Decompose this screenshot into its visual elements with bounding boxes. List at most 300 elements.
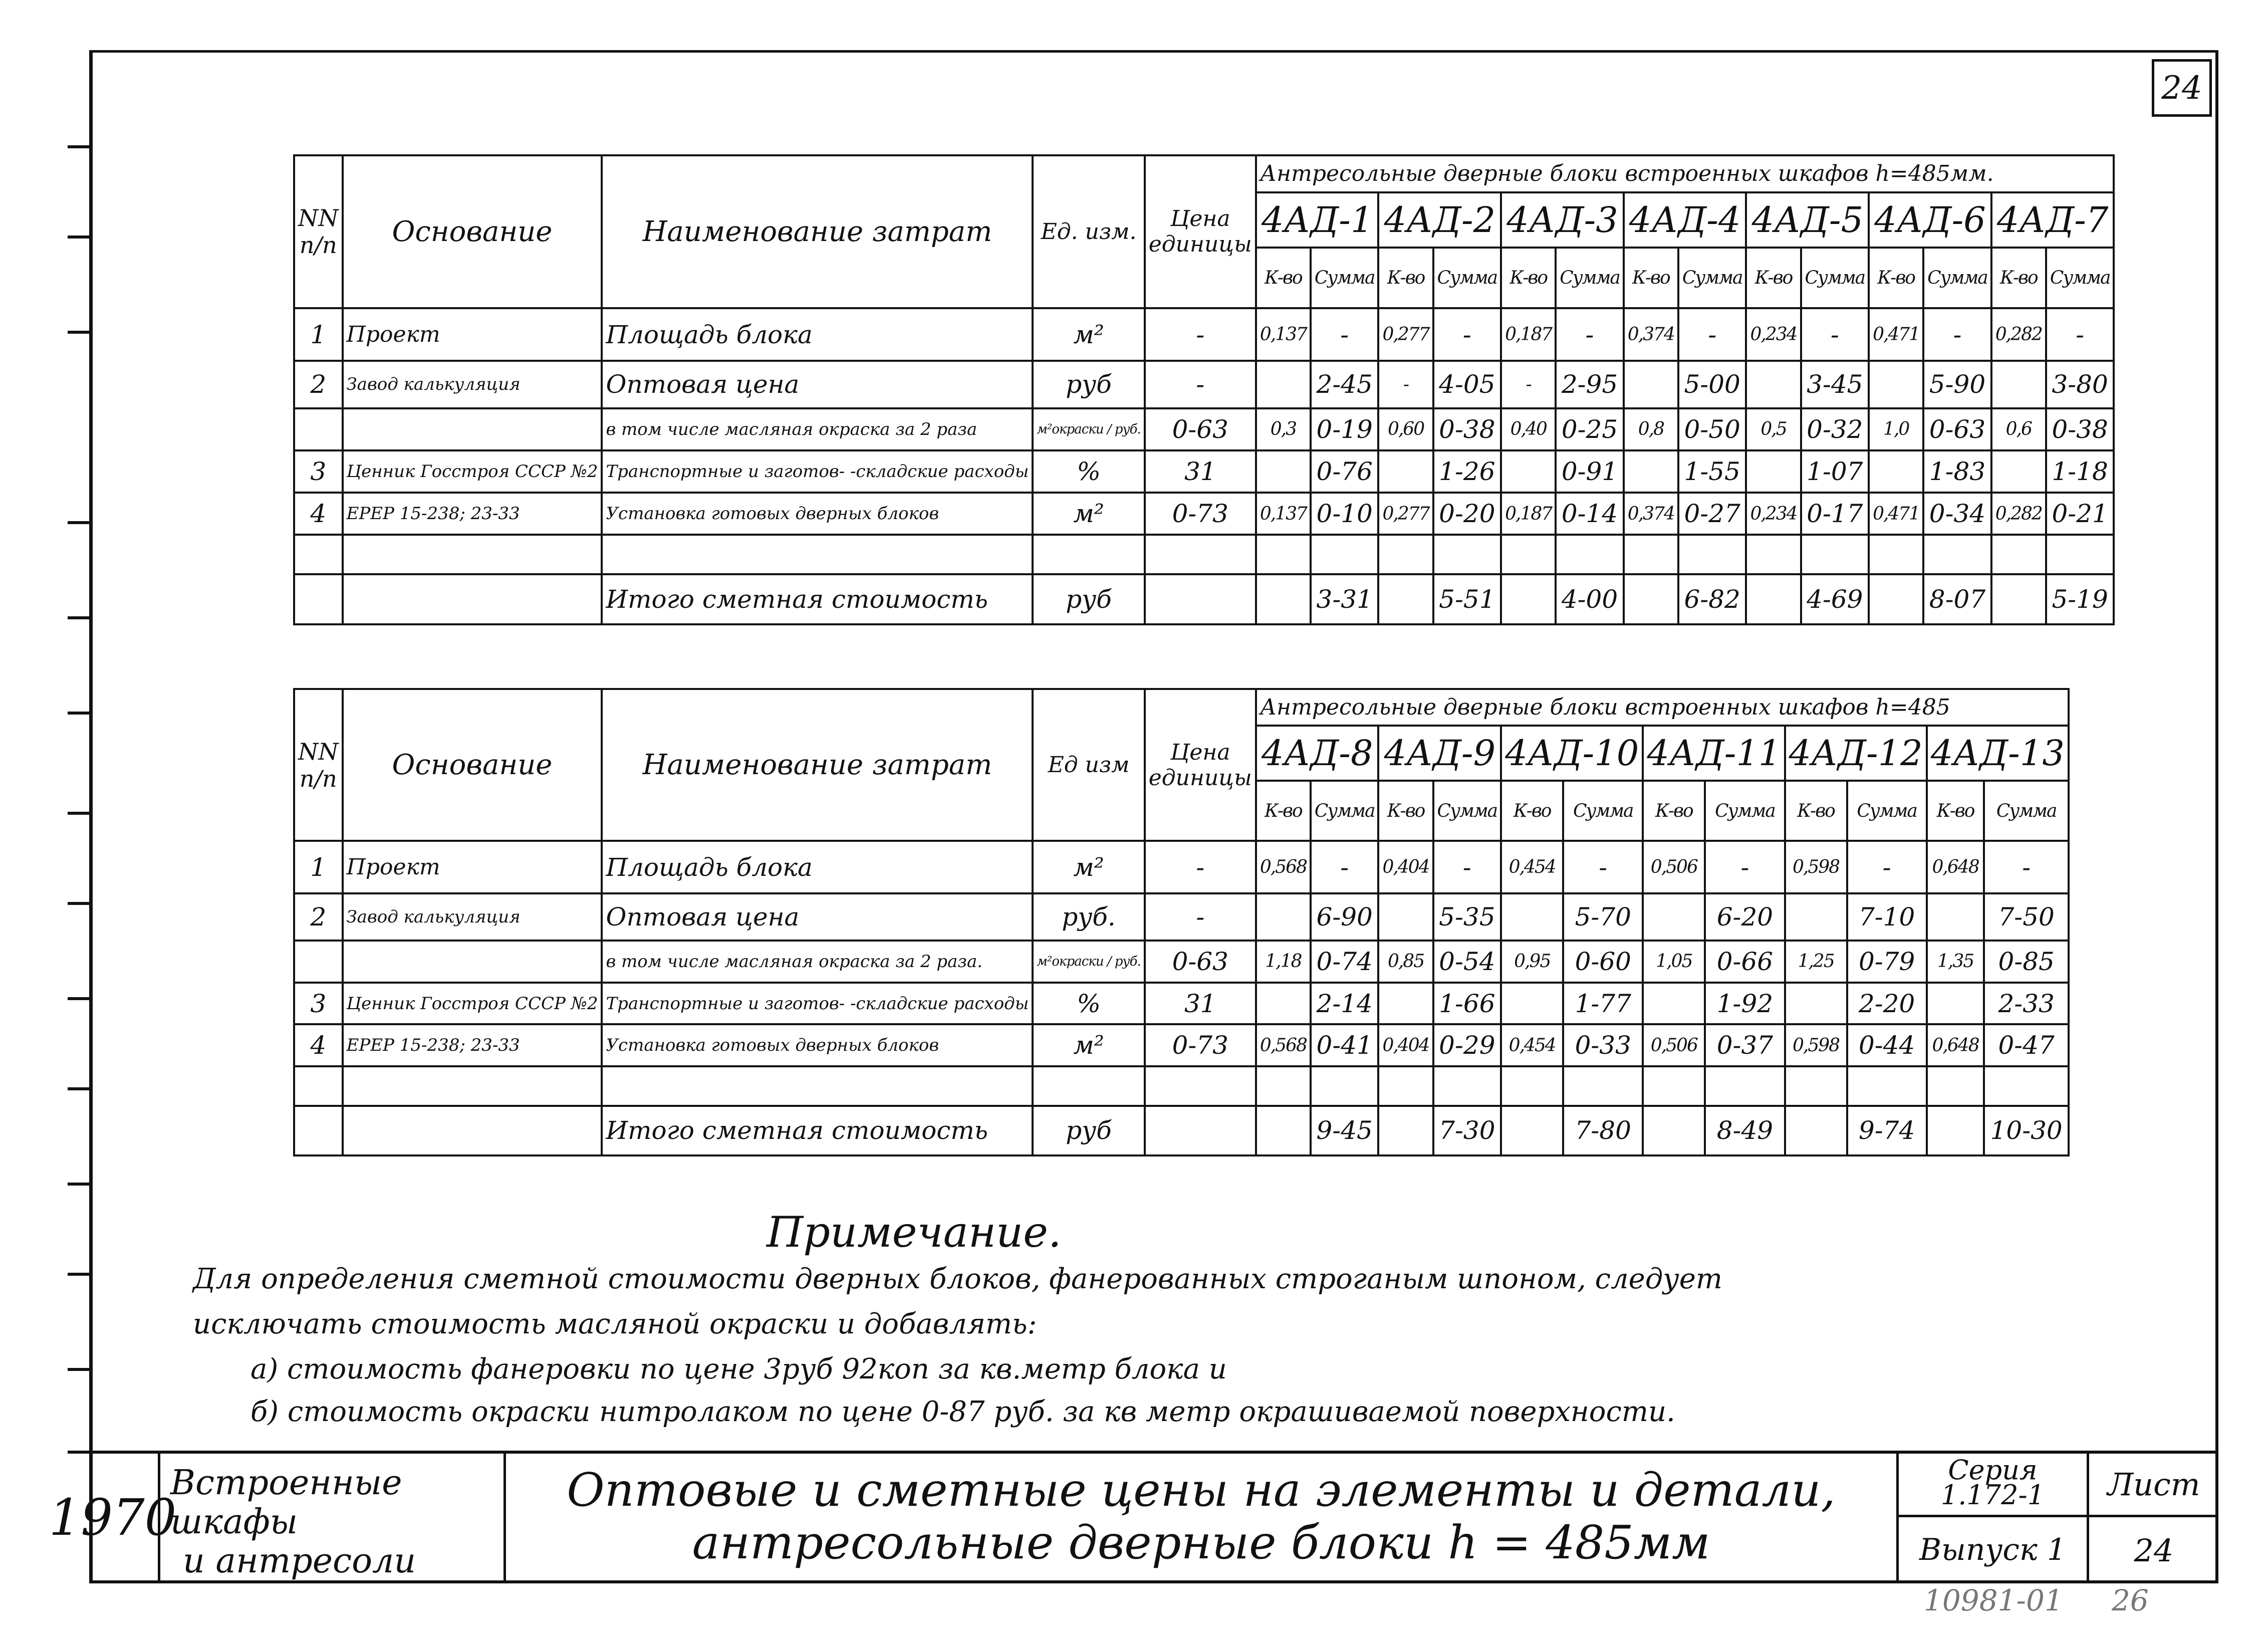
stamp-page: 26: [2112, 1583, 2149, 1617]
row-cost-name: Итого сметная стоимость: [602, 1106, 1033, 1155]
qty-cell: -: [1378, 361, 1433, 408]
row-number: 1: [294, 308, 343, 361]
sum-cell: 2-45: [1311, 361, 1379, 408]
qty-cell: [1927, 1106, 1984, 1155]
qty-cell: [1256, 893, 1311, 941]
block-code: 4АД-1: [1256, 192, 1379, 248]
sum-cell: 1-55: [1678, 450, 1746, 493]
row-basis: Проект: [343, 308, 602, 361]
row-cost-name: в том числе масляная окраска за 2 раза: [602, 408, 1033, 450]
sum-cell: 5-70: [1563, 893, 1643, 941]
row-number: [294, 408, 343, 450]
row-number: [294, 941, 343, 983]
row-cost-name: Оптовая цена: [602, 893, 1033, 941]
sum-cell: 3-80: [2046, 361, 2114, 408]
row-basis: Завод калькуляция: [343, 361, 602, 408]
block-code: 4АД-13: [1927, 726, 2069, 781]
note-line: а) стоимость фанеровки по цене 3руб 92коп за кв.метр блока и: [250, 1353, 1227, 1385]
edge-tick: [68, 712, 93, 715]
table-row: [294, 941, 2069, 983]
row-cost-name: Площадь блока: [602, 841, 1033, 893]
sheet-title-line: антресольные дверные блоки h = 485мм: [692, 1516, 1710, 1569]
qty-cell: [1746, 535, 1801, 574]
table-row: [294, 893, 2069, 941]
qty-cell: [1785, 983, 1847, 1025]
row-number: [294, 574, 343, 624]
table-row: [294, 361, 2114, 408]
subheader-sum: Сумма: [1556, 248, 1624, 308]
qty-cell: 0,568: [1256, 841, 1311, 893]
row-basis: [343, 574, 602, 624]
qty-cell: 0,471: [1869, 493, 1923, 535]
row-basis: [343, 408, 602, 450]
sum-cell: 0-74: [1311, 941, 1379, 983]
qty-cell: [1624, 574, 1678, 624]
qty-cell: [1378, 574, 1433, 624]
qty-cell: 0,404: [1378, 841, 1433, 893]
sum-cell: 7-30: [1433, 1106, 1501, 1155]
qty-cell: [1378, 535, 1433, 574]
row-unit: м²: [1033, 841, 1144, 893]
series-value: 1.172-1: [1940, 1479, 2045, 1511]
table-row: [294, 493, 2114, 535]
sum-cell: 0-38: [2046, 408, 2114, 450]
sheet-label: Лист: [2089, 1454, 2218, 1517]
row-cost-name: Транспортные и заготов- -складские расходы: [602, 983, 1033, 1025]
sum-cell: 1-07: [1801, 450, 1869, 493]
qty-cell: 1,05: [1643, 941, 1705, 983]
row-cost-name: [602, 535, 1033, 574]
edge-tick: [68, 1368, 93, 1371]
qty-cell: [1256, 983, 1311, 1025]
cost-table-2: [293, 688, 2070, 1156]
qty-cell: 0,282: [1991, 493, 2046, 535]
row-price: [1145, 1066, 1256, 1105]
qty-cell: [1643, 1066, 1705, 1105]
header-basis: Основание: [343, 155, 602, 308]
qty-cell: [1256, 1106, 1311, 1155]
row-basis: Ценник Госстроя СССР №2: [343, 450, 602, 493]
qty-cell: [1501, 450, 1556, 493]
qty-cell: [1378, 1066, 1433, 1105]
row-unit: м²: [1033, 308, 1144, 361]
qty-cell: [1501, 893, 1563, 941]
sum-cell: [1556, 535, 1624, 574]
qty-cell: [1869, 535, 1923, 574]
table-row: [294, 1066, 2069, 1105]
row-basis: [343, 941, 602, 983]
subheader-qty: К-во: [1378, 248, 1433, 308]
qty-cell: 0,568: [1256, 1024, 1311, 1066]
row-unit: руб: [1033, 1106, 1144, 1155]
qty-cell: [1643, 1106, 1705, 1155]
group-title: Антресольные дверные блоки встроенных шкафов h=485мм.: [1256, 155, 2114, 192]
sum-cell: 0-17: [1801, 493, 1869, 535]
sum-cell: 3-45: [1801, 361, 1869, 408]
row-price: -: [1145, 361, 1256, 408]
qty-cell: [1991, 361, 2046, 408]
sum-cell: 0-32: [1801, 408, 1869, 450]
subheader-sum: Сумма: [1847, 781, 1927, 841]
row-unit: %: [1033, 450, 1144, 493]
sum-cell: -: [2046, 308, 2114, 361]
qty-cell: 0,234: [1746, 308, 1801, 361]
row-number: [294, 1106, 343, 1155]
qty-cell: [1746, 450, 1801, 493]
sum-cell: 1-18: [2046, 450, 2114, 493]
edge-tick: [68, 1087, 93, 1090]
project-name: [160, 1454, 506, 1581]
qty-cell: [1256, 361, 1311, 408]
sum-cell: -: [1923, 308, 1991, 361]
sum-cell: [1705, 1066, 1785, 1105]
series: [1899, 1454, 2089, 1517]
sum-cell: [1801, 535, 1869, 574]
note-line: б) стоимость окраски нитролаком по цене 0-87 руб. за кв метр окрашиваемой поверхности.: [250, 1395, 1675, 1428]
row-unit: руб.: [1033, 893, 1144, 941]
block-code: 4АД-7: [1991, 192, 2114, 248]
subheader-sum: Сумма: [1678, 248, 1746, 308]
qty-cell: [1378, 1106, 1433, 1155]
qty-cell: 0,648: [1927, 1024, 1984, 1066]
sum-cell: 5-19: [2046, 574, 2114, 624]
sum-cell: 0-20: [1433, 493, 1501, 535]
row-cost-name: в том числе масляная окраска за 2 раза.: [602, 941, 1033, 983]
stamp-code: 10981-01: [1924, 1583, 2063, 1617]
header-cost-name: Наименование затрат: [602, 155, 1033, 308]
sum-cell: -: [1984, 841, 2068, 893]
header-nn: NN п/п: [294, 155, 343, 308]
row-number: 3: [294, 983, 343, 1025]
sheet-title: [506, 1454, 1899, 1581]
qty-cell: [1624, 450, 1678, 493]
row-cost-name: Установка готовых дверных блоков: [602, 1024, 1033, 1066]
subheader-sum: Сумма: [1705, 781, 1785, 841]
edge-tick: [68, 1273, 93, 1276]
qty-cell: 1,0: [1869, 408, 1923, 450]
header-unit-price: Цена единицы: [1145, 689, 1256, 841]
note-line: исключать стоимость масляной окраски и добавлять:: [193, 1308, 1037, 1340]
table-row: [294, 450, 2114, 493]
sum-cell: [1563, 1066, 1643, 1105]
header-unit: Ед. изм.: [1033, 155, 1144, 308]
table-row: [294, 841, 2069, 893]
edge-tick: [68, 521, 93, 524]
block-code: 4АД-12: [1785, 726, 1927, 781]
edge-tick: [68, 616, 93, 619]
table-row: [294, 1106, 2069, 1155]
row-price: [1145, 535, 1256, 574]
block-code: 4АД-5: [1746, 192, 1869, 248]
subheader-sum: Сумма: [1433, 248, 1501, 308]
qty-cell: 0,374: [1624, 308, 1678, 361]
block-code: 4АД-6: [1869, 192, 1991, 248]
sum-cell: 2-20: [1847, 983, 1927, 1025]
qty-cell: 1,35: [1927, 941, 1984, 983]
qty-cell: 0,454: [1501, 841, 1563, 893]
qty-cell: 0,404: [1378, 1024, 1433, 1066]
note-title: Примечание.: [767, 1208, 1062, 1257]
subheader-sum: Сумма: [2046, 248, 2114, 308]
subheader-qty: К-во: [1746, 248, 1801, 308]
qty-cell: [1927, 893, 1984, 941]
qty-cell: 0,374: [1624, 493, 1678, 535]
qty-cell: [1256, 450, 1311, 493]
qty-cell: 0,598: [1785, 841, 1847, 893]
row-price: 0-73: [1145, 493, 1256, 535]
sum-cell: 0-54: [1433, 941, 1501, 983]
qty-cell: [1927, 983, 1984, 1025]
header-unit-price: Цена единицы: [1145, 155, 1256, 308]
row-number: 4: [294, 493, 343, 535]
row-cost-name: [602, 1066, 1033, 1105]
subheader-qty: К-во: [1991, 248, 2046, 308]
qty-cell: 0,137: [1256, 493, 1311, 535]
table-row: [294, 308, 2114, 361]
sum-cell: 4-00: [1556, 574, 1624, 624]
qty-cell: 0,3: [1256, 408, 1311, 450]
note-line: Для определения сметной стоимости дверных блоков, фанерованных строганым шпоном, следует: [193, 1263, 1723, 1295]
qty-cell: [1991, 535, 2046, 574]
row-price: -: [1145, 893, 1256, 941]
sum-cell: -: [1563, 841, 1643, 893]
issue: Выпуск 1: [1899, 1517, 2089, 1581]
sum-cell: 0-85: [1984, 941, 2068, 983]
sum-cell: 0-79: [1847, 941, 1927, 983]
subheader-qty: К-во: [1869, 248, 1923, 308]
qty-cell: [1501, 1106, 1563, 1155]
row-unit: [1033, 535, 1144, 574]
qty-cell: [1643, 983, 1705, 1025]
sum-cell: 0-37: [1705, 1024, 1785, 1066]
row-price: 31: [1145, 983, 1256, 1025]
sheet-corner-number: 24: [2152, 59, 2212, 117]
row-price: 0-63: [1145, 408, 1256, 450]
sum-cell: 8-07: [1923, 574, 1991, 624]
row-price: -: [1145, 841, 1256, 893]
row-cost-name: Установка готовых дверных блоков: [602, 493, 1033, 535]
row-price: [1145, 1106, 1256, 1155]
qty-cell: [1501, 535, 1556, 574]
sum-cell: 0-47: [1984, 1024, 2068, 1066]
qty-cell: [1869, 574, 1923, 624]
qty-cell: 0,95: [1501, 941, 1563, 983]
subheader-qty: К-во: [1256, 248, 1311, 308]
sum-cell: 0-14: [1556, 493, 1624, 535]
qty-cell: 0,277: [1378, 493, 1433, 535]
block-code: 4АД-4: [1624, 192, 1746, 248]
row-unit: м²: [1033, 493, 1144, 535]
row-basis: [343, 1106, 602, 1155]
sum-cell: 7-50: [1984, 893, 2068, 941]
subheader-sum: Сумма: [1923, 248, 1991, 308]
sum-cell: [1433, 535, 1501, 574]
header-basis: Основание: [343, 689, 602, 841]
row-number: [294, 1066, 343, 1105]
edge-tick: [68, 812, 93, 815]
row-unit: м²: [1033, 1024, 1144, 1066]
subheader-qty: К-во: [1785, 781, 1847, 841]
row-price: 31: [1145, 450, 1256, 493]
table-row: [294, 1024, 2069, 1066]
qty-cell: [1378, 893, 1433, 941]
qty-cell: [1746, 574, 1801, 624]
qty-cell: [1869, 361, 1923, 408]
sum-cell: -: [1705, 841, 1785, 893]
sum-cell: 1-26: [1433, 450, 1501, 493]
row-unit: м²окраски / руб.: [1033, 408, 1144, 450]
qty-cell: 0,85: [1378, 941, 1433, 983]
qty-cell: 0,40: [1501, 408, 1556, 450]
qty-cell: 0,282: [1991, 308, 2046, 361]
row-number: 3: [294, 450, 343, 493]
sum-cell: -: [1433, 841, 1501, 893]
sum-cell: [1984, 1066, 2068, 1105]
sum-cell: 2-95: [1556, 361, 1624, 408]
qty-cell: [1256, 574, 1311, 624]
row-basis: [343, 1066, 602, 1105]
block-code: 4АД-2: [1378, 192, 1501, 248]
edge-tick: [68, 997, 93, 1000]
sum-cell: 0-63: [1923, 408, 1991, 450]
sum-cell: 6-20: [1705, 893, 1785, 941]
sum-cell: 0-33: [1563, 1024, 1643, 1066]
qty-cell: [1785, 893, 1847, 941]
header-nn: NN п/п: [294, 689, 343, 841]
sum-cell: 0-10: [1311, 493, 1379, 535]
qty-cell: [1378, 450, 1433, 493]
sum-cell: 4-05: [1433, 361, 1501, 408]
sum-cell: 0-66: [1705, 941, 1785, 983]
sum-cell: 0-41: [1311, 1024, 1379, 1066]
row-price: 0-73: [1145, 1024, 1256, 1066]
row-unit: %: [1033, 983, 1144, 1025]
sum-cell: 5-35: [1433, 893, 1501, 941]
qty-cell: [1869, 450, 1923, 493]
sheet-title-line: Оптовые и сметные цены на элементы и детали,: [567, 1463, 1836, 1517]
edge-tick: [68, 902, 93, 905]
year: 1970: [68, 1454, 160, 1581]
row-basis: Ценник Госстроя СССР №2: [343, 983, 602, 1025]
qty-cell: [1378, 983, 1433, 1025]
row-basis: [343, 535, 602, 574]
sum-cell: 0-50: [1678, 408, 1746, 450]
sum-cell: 0-38: [1433, 408, 1501, 450]
sum-cell: -: [1311, 841, 1379, 893]
qty-cell: 0,6: [1991, 408, 2046, 450]
sum-cell: 0-27: [1678, 493, 1746, 535]
row-unit: [1033, 1066, 1144, 1105]
sum-cell: [1847, 1066, 1927, 1105]
sum-cell: 2-33: [1984, 983, 2068, 1025]
sum-cell: 0-60: [1563, 941, 1643, 983]
qty-cell: 0,137: [1256, 308, 1311, 361]
subheader-sum: Сумма: [1311, 248, 1379, 308]
qty-cell: [1991, 574, 2046, 624]
sum-cell: [1433, 1066, 1501, 1105]
subheader-qty: К-во: [1501, 248, 1556, 308]
qty-cell: -: [1501, 361, 1556, 408]
row-cost-name: Итого сметная стоимость: [602, 574, 1033, 624]
qty-cell: [1927, 1066, 1984, 1105]
cost-table-1: [293, 154, 2115, 625]
qty-cell: 0,277: [1378, 308, 1433, 361]
sum-cell: -: [1311, 308, 1379, 361]
sum-cell: [1311, 1066, 1379, 1105]
sum-cell: 6-82: [1678, 574, 1746, 624]
sum-cell: 0-19: [1311, 408, 1379, 450]
sum-cell: 9-45: [1311, 1106, 1379, 1155]
series-label: Серия: [1948, 1454, 2038, 1486]
qty-cell: 0,187: [1501, 493, 1556, 535]
sum-cell: 0-91: [1556, 450, 1624, 493]
qty-cell: 1,25: [1785, 941, 1847, 983]
project-name-line: Встроенные шкафы: [170, 1463, 402, 1542]
sum-cell: [1678, 535, 1746, 574]
subheader-sum: Сумма: [1984, 781, 2068, 841]
sum-cell: 0-34: [1923, 493, 1991, 535]
subheader-sum: Сумма: [1563, 781, 1643, 841]
qty-cell: [1746, 361, 1801, 408]
group-title: Антресольные дверные блоки встроенных шкафов h=485: [1256, 689, 2069, 726]
qty-cell: [1624, 535, 1678, 574]
sum-cell: 1-77: [1563, 983, 1643, 1025]
table-row: [294, 574, 2114, 624]
row-price: [1145, 574, 1256, 624]
sum-cell: 0-25: [1556, 408, 1624, 450]
qty-cell: 0,60: [1378, 408, 1433, 450]
qty-cell: [1785, 1066, 1847, 1105]
subheader-qty: К-во: [1378, 781, 1433, 841]
row-number: [294, 535, 343, 574]
sum-cell: 10-30: [1984, 1106, 2068, 1155]
qty-cell: [1256, 1066, 1311, 1105]
row-number: 2: [294, 361, 343, 408]
block-code: 4АД-11: [1643, 726, 1785, 781]
sum-cell: 1-92: [1705, 983, 1785, 1025]
row-cost-name: Транспортные и заготов- -складские расходы: [602, 450, 1033, 493]
sum-cell: 3-31: [1311, 574, 1379, 624]
subheader-qty: К-во: [1927, 781, 1984, 841]
sum-cell: 0-29: [1433, 1024, 1501, 1066]
sum-cell: -: [1801, 308, 1869, 361]
qty-cell: 0,471: [1869, 308, 1923, 361]
sum-cell: 4-69: [1801, 574, 1869, 624]
qty-cell: 0,5: [1746, 408, 1801, 450]
sum-cell: 0-76: [1311, 450, 1379, 493]
table-row: [294, 408, 2114, 450]
subheader-sum: Сумма: [1433, 781, 1501, 841]
qty-cell: 0,598: [1785, 1024, 1847, 1066]
edge-tick: [68, 331, 93, 334]
qty-cell: 1,18: [1256, 941, 1311, 983]
row-unit: руб: [1033, 361, 1144, 408]
subheader-sum: Сумма: [1311, 781, 1379, 841]
row-unit: руб: [1033, 574, 1144, 624]
row-basis: ЕРЕР 15-238; 23-33: [343, 493, 602, 535]
row-number: 1: [294, 841, 343, 893]
qty-cell: [1785, 1106, 1847, 1155]
sheet-number: 24: [2134, 1532, 2174, 1569]
sum-cell: -: [1847, 841, 1927, 893]
qty-cell: 0,187: [1501, 308, 1556, 361]
block-code: 4АД-3: [1501, 192, 1624, 248]
sum-cell: 1-83: [1923, 450, 1991, 493]
row-cost-name: Оптовая цена: [602, 361, 1033, 408]
sum-cell: 0-21: [2046, 493, 2114, 535]
sum-cell: 6-90: [1311, 893, 1379, 941]
sum-cell: 9-74: [1847, 1106, 1927, 1155]
